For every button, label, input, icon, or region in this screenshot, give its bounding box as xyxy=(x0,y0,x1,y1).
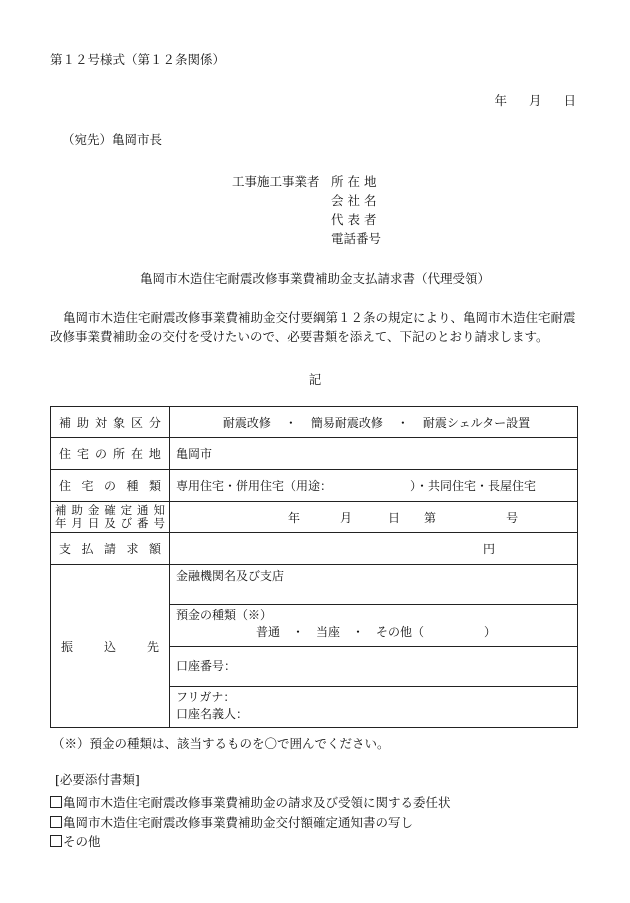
payment-amount-value[interactable]: 円 xyxy=(170,533,578,565)
deposit-type-options[interactable]: 普通 ・ 当座 ・ その他（ ） xyxy=(256,625,497,639)
attachment-item xyxy=(50,832,101,850)
table-row xyxy=(51,502,578,533)
checkbox[interactable] xyxy=(50,796,62,808)
subsidy-category-label xyxy=(51,407,170,438)
transfer-destination-label xyxy=(51,565,170,728)
attachment-item-label: 亀岡市木造住宅耐震改修事業費補助金の請求及び受領に関する委任状 xyxy=(63,795,451,810)
table-row xyxy=(51,533,578,565)
applicant-address-label: 所 在 地 xyxy=(331,174,377,189)
option-separator: ・ xyxy=(284,415,297,430)
label-char: 類 xyxy=(148,479,161,493)
label-char: 払 xyxy=(81,542,94,556)
table-row xyxy=(51,470,578,502)
label-char: 種 xyxy=(126,479,139,493)
transfer-label-char: 振 xyxy=(61,639,74,654)
label-char: 象 xyxy=(112,415,125,430)
date-day: 日 xyxy=(563,93,576,108)
transfer-label-char: 込 xyxy=(103,639,116,654)
label-char: 分 xyxy=(148,415,161,430)
checkbox[interactable] xyxy=(50,835,62,847)
date-month: 月 xyxy=(528,93,542,108)
account-holder-label: 口座名義人： xyxy=(176,707,249,721)
table-row xyxy=(51,407,578,438)
label-char: 求 xyxy=(126,542,139,556)
label-char: 地 xyxy=(148,447,161,461)
form-number: 第１２号様式（第１２条関係） xyxy=(50,52,226,67)
notice-year: 年 xyxy=(288,510,301,525)
applicant-representative-label: 代 表 者 xyxy=(331,212,377,227)
applicant-phone-label: 電話番号 xyxy=(331,231,382,246)
label-char: 対 xyxy=(94,415,107,430)
label-char: 請 xyxy=(103,542,116,556)
payment-amount-label xyxy=(51,533,170,565)
label-char: 及 xyxy=(104,516,116,530)
transfer-label-char: 先 xyxy=(146,639,159,654)
label-char: び xyxy=(120,516,133,530)
date-year: 年 xyxy=(494,93,507,108)
label-char: 定 xyxy=(120,503,133,517)
label-char: 日 xyxy=(87,516,100,530)
notice-dai: 第 xyxy=(424,510,437,525)
attachment-item-label: 亀岡市木造住宅耐震改修事業費補助金交付額確定通知書の写し xyxy=(63,815,414,830)
label-char: の xyxy=(94,447,107,461)
option-shelter-installation[interactable]: 耐震シェルター設置 xyxy=(422,415,531,430)
house-type-value[interactable]: 専用住宅・併用住宅（用途： ）・共同住宅・長屋住宅 xyxy=(170,470,578,502)
label-char: 区 xyxy=(130,415,143,430)
label-char: 通 xyxy=(137,503,149,517)
account-holder-field[interactable] xyxy=(170,687,578,728)
label-char: 確 xyxy=(104,503,116,517)
table-row xyxy=(51,565,578,605)
claim-table xyxy=(50,406,578,728)
label-char: 在 xyxy=(130,447,143,461)
document-title: 亀岡市木造住宅耐震改修事業費補助金支払請求書（代理受領） xyxy=(139,271,490,286)
attachment-item xyxy=(50,793,451,811)
label-char: 月 xyxy=(71,516,83,530)
applicant-company-label: 会 社 名 xyxy=(331,193,377,208)
label-char: 宅 xyxy=(81,479,94,493)
label-char: 支 xyxy=(59,542,72,556)
ki-marker: 記 xyxy=(308,372,322,387)
attachment-item xyxy=(50,813,413,831)
checkbox[interactable] xyxy=(50,816,62,828)
label-char: 補 xyxy=(55,503,67,517)
account-number-field[interactable]: 口座番号： xyxy=(170,647,578,687)
table-row xyxy=(51,438,578,470)
label-char: 住 xyxy=(59,447,72,461)
house-location-label xyxy=(51,438,170,470)
option-seismic-retrofit[interactable]: 耐震改修 xyxy=(222,415,271,430)
label-char: 額 xyxy=(148,542,161,556)
attachment-item-label: その他 xyxy=(63,834,101,849)
date-line xyxy=(494,91,576,109)
confirmation-notice-label xyxy=(51,502,170,533)
label-char: 金 xyxy=(87,503,100,517)
option-separator: ・ xyxy=(396,415,409,430)
label-char: 補 xyxy=(59,415,72,430)
furigana-label: フリガナ： xyxy=(176,690,236,704)
notice-go: 号 xyxy=(506,510,519,525)
deposit-type-label: 預金の種類（※） xyxy=(176,608,273,622)
label-char: 所 xyxy=(112,447,125,461)
label-char: 知 xyxy=(153,503,165,517)
addressee: （宛先）亀岡市長 xyxy=(62,132,163,147)
label-char: の xyxy=(103,479,116,493)
house-location-value[interactable]: 亀岡市 xyxy=(170,438,578,470)
label-char: 宅 xyxy=(76,447,89,461)
label-char: 助 xyxy=(71,503,83,517)
house-type-label xyxy=(51,470,170,502)
deposit-type-field[interactable] xyxy=(170,605,578,647)
confirmation-notice-value[interactable] xyxy=(170,502,578,533)
label-char: 番 xyxy=(137,516,149,530)
attachments-heading: [必要添付書類] xyxy=(55,772,140,787)
document-body: 亀岡市木造住宅耐震改修事業費補助金交付要綱第１２条の規定により、亀岡市木造住宅耐震改修事業費補助金の交付を受けたいので、必要書類を添えて、下記のとおり請求します。 xyxy=(50,310,576,344)
subsidy-category-options xyxy=(170,407,578,438)
footnote: （※）預金の種類は、該当するものを〇で囲んでください。 xyxy=(52,736,390,751)
notice-month: 月 xyxy=(340,510,353,525)
label-char: 年 xyxy=(55,516,67,530)
label-char: 助 xyxy=(76,415,89,430)
label-char: 号 xyxy=(153,516,165,530)
bank-branch-field[interactable]: 金融機関名及び支店 xyxy=(170,565,578,605)
notice-day: 日 xyxy=(388,510,401,525)
applicant-label: 工事施工事業者 xyxy=(232,174,320,189)
label-char: 住 xyxy=(59,479,72,493)
option-simple-retrofit[interactable]: 簡易耐震改修 xyxy=(310,415,383,430)
